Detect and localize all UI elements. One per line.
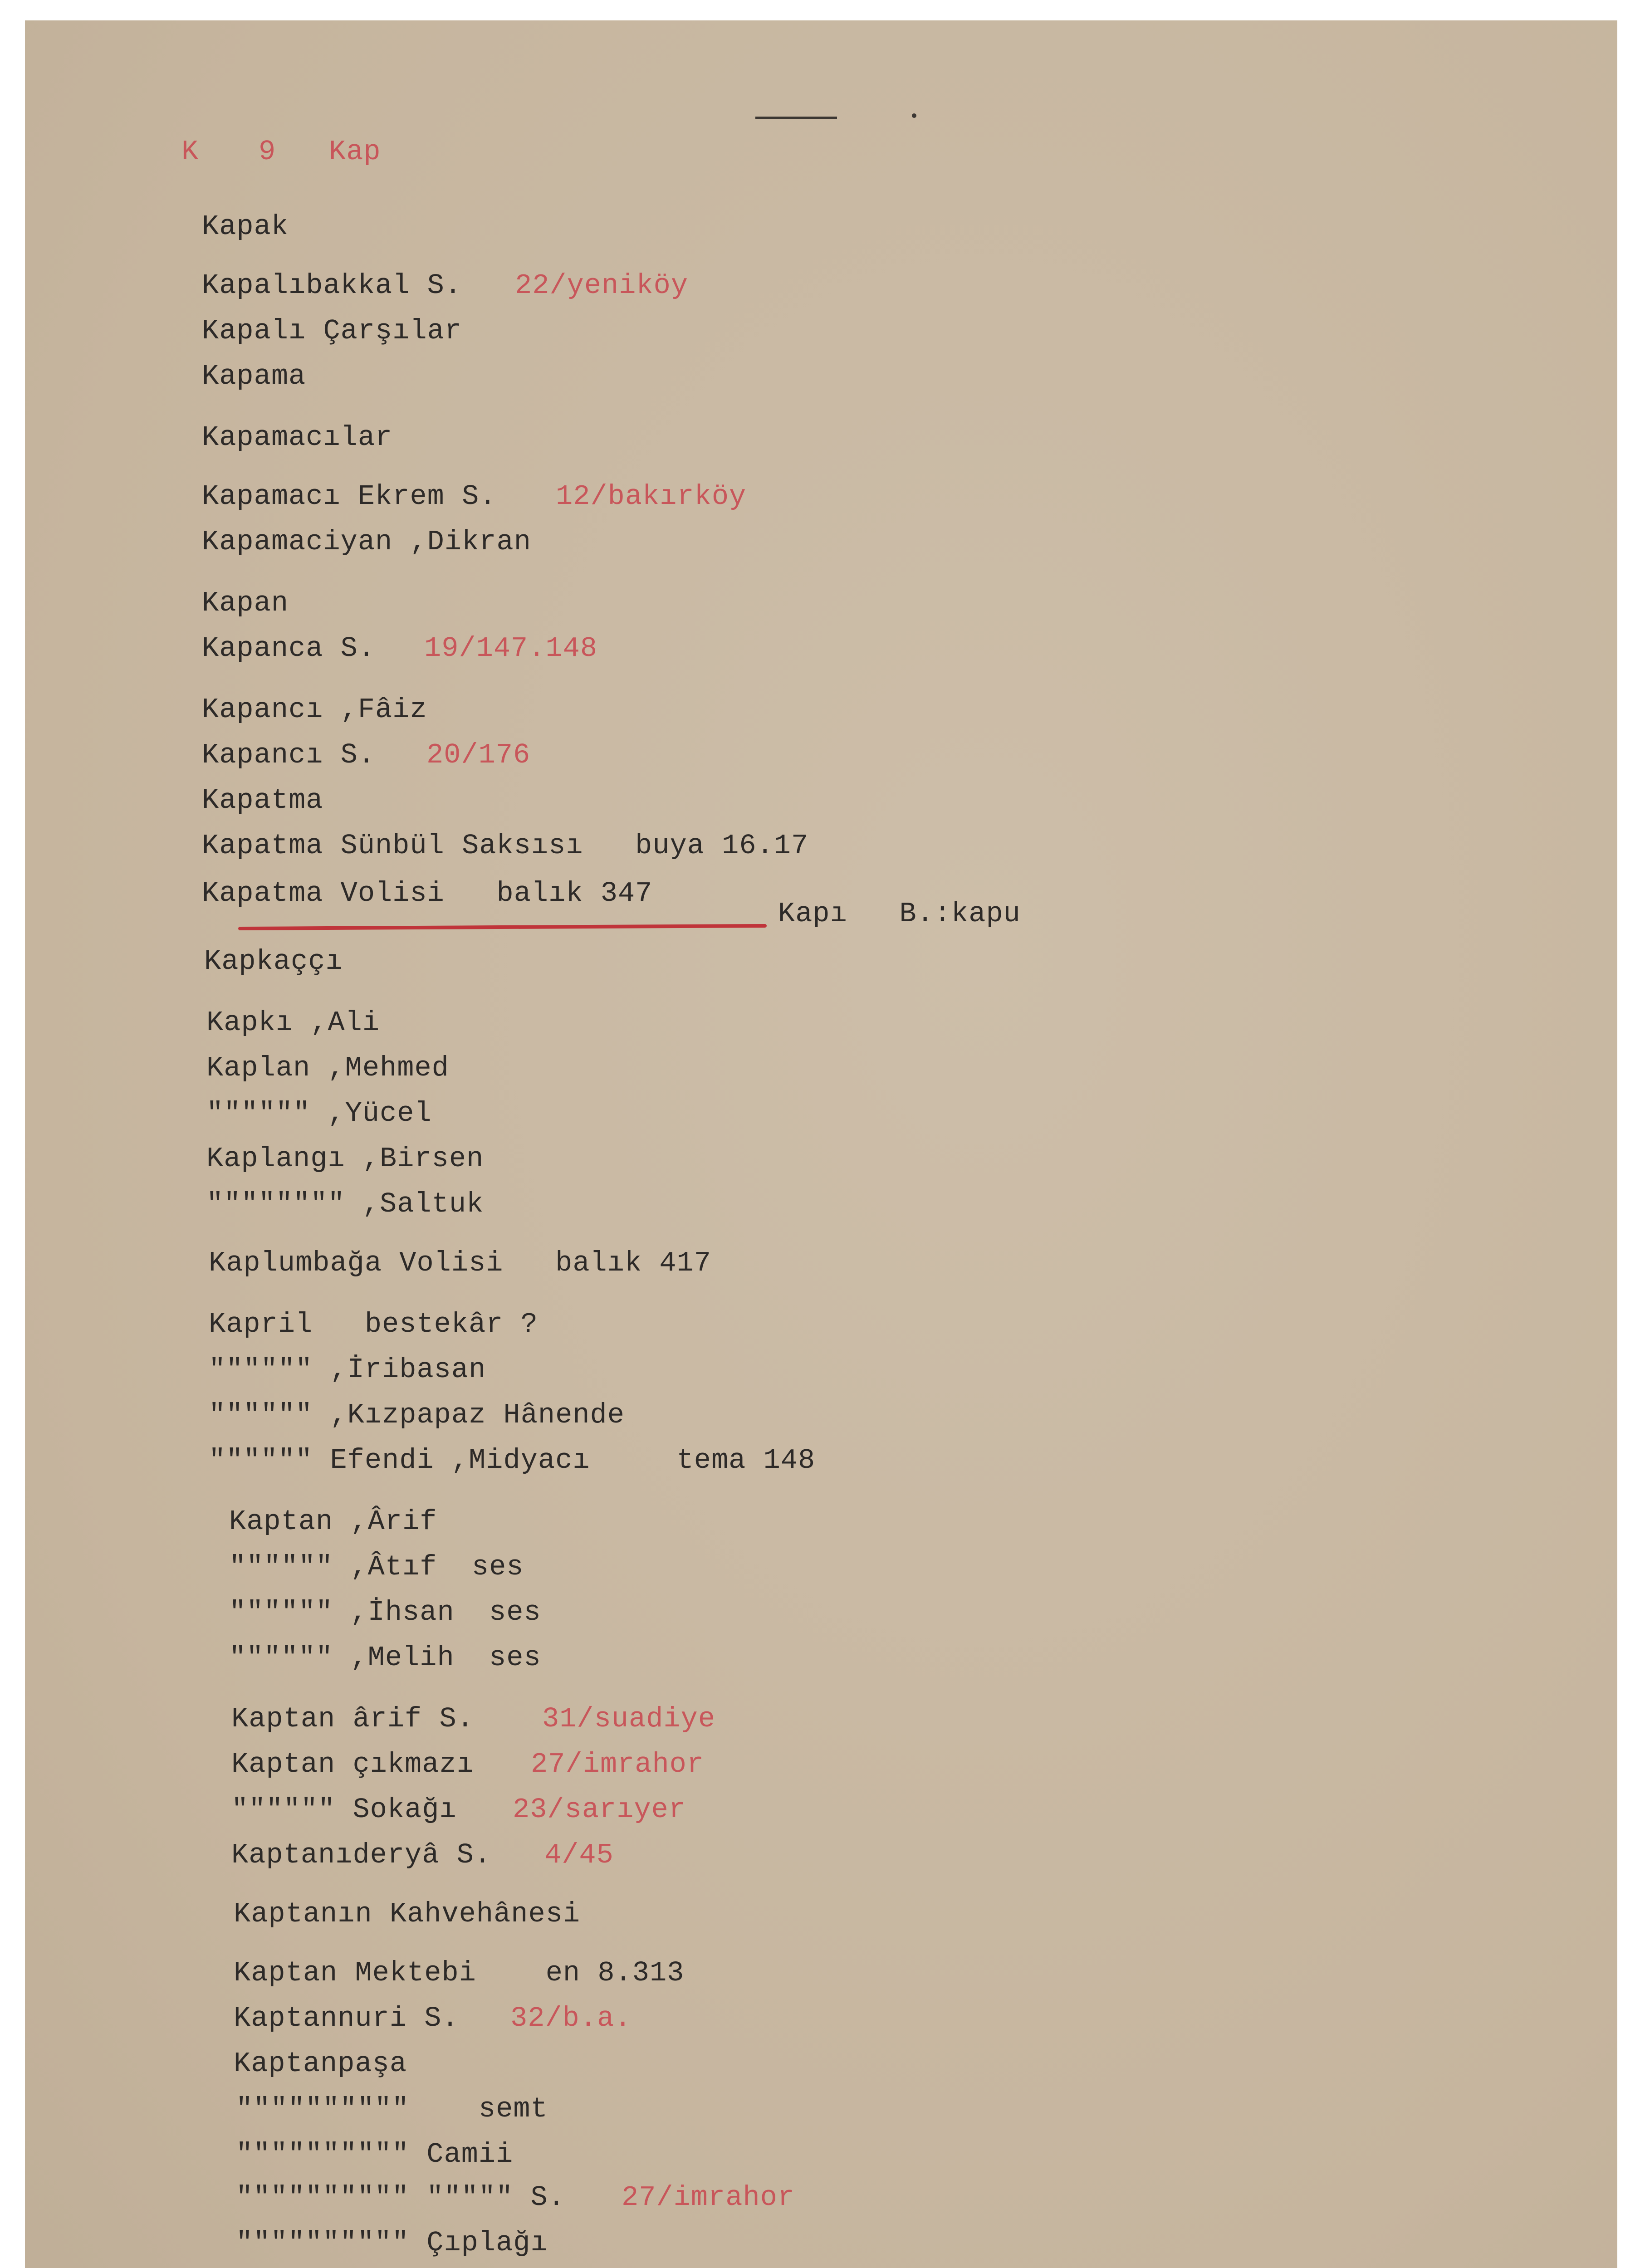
entry-ref: 23/sarıyer: [513, 1794, 686, 1826]
entry: Kapama: [202, 360, 306, 392]
entry: """""" ,Melih ses: [229, 1642, 541, 1674]
entry: Kaptan ârif S.: [231, 1703, 474, 1735]
entry: Kapak: [202, 210, 289, 243]
entry: """""" Efendi ,Midyacı tema 148: [209, 1444, 816, 1476]
entry: Kapamacılar: [202, 421, 393, 454]
entry: Kapalıbakkal S.: [202, 269, 462, 302]
entry: """""""" ,Saltuk: [206, 1188, 484, 1220]
entry: Kapan: [202, 587, 289, 619]
entry: Kaptan ,Ârif: [229, 1505, 437, 1538]
entry: Kaplangı ,Birsen: [206, 1143, 484, 1175]
top-dot-mark: [912, 113, 916, 118]
entry-ref: 20/176: [426, 739, 531, 771]
entry: """""" ,Âtıf ses: [229, 1551, 524, 1583]
entry: Kapatma: [202, 784, 323, 816]
entry-ref: 27/imrahor: [622, 2181, 795, 2214]
entry: Kapatma Volisi balık 347: [202, 877, 653, 909]
index-card: [25, 20, 1617, 2268]
entry: Kapril bestekâr ?: [209, 1308, 538, 1340]
entry: """""""""" semt: [236, 2093, 548, 2125]
entry: Kapancı S.: [202, 739, 376, 771]
entry: Kapamaciyan ,Dikran: [202, 526, 531, 558]
entry: Kaptanıderyâ S.: [231, 1839, 492, 1871]
entry: Kaptanın Kahvehânesi: [234, 1898, 581, 1930]
entry: """""""""" Çıplağı: [236, 2227, 548, 2259]
entry-ref: 31/suadiye: [542, 1703, 716, 1735]
entry: """""" ,İribasan: [209, 1354, 486, 1386]
entry-ref: 4/45: [544, 1839, 614, 1871]
entry: Kapı B.:kapu: [778, 898, 1021, 930]
entry: Kaptannuri S.: [234, 2002, 459, 2034]
entry: Kaplumbağa Volisi balık 417: [209, 1247, 711, 1279]
entry: """""" ,Yücel: [206, 1097, 432, 1129]
entry: Kaptan Mektebi en 8.313: [234, 1957, 685, 1989]
entry: Kapatma Sünbül Saksısı buya 16.17: [202, 830, 809, 862]
entry-ref: 19/147.148: [424, 632, 598, 665]
entry: Kaptan çıkmazı: [231, 1748, 474, 1780]
entry: """""" ,Kızpapaz Hânende: [209, 1399, 625, 1431]
entry: """""" ,İhsan ses: [229, 1596, 541, 1628]
top-dash-mark: [755, 117, 837, 119]
entry: Kaptanpaşa: [234, 2048, 407, 2080]
entry: Kaplan ,Mehmed: [206, 1052, 449, 1084]
entry: Kapamacı Ekrem S.: [202, 480, 497, 513]
entry: Kapanca S.: [202, 632, 376, 665]
entry: Kapkaççı: [204, 945, 343, 978]
entry-ref: 12/bakırköy: [556, 480, 747, 513]
entry: """""""""" Camii: [236, 2138, 514, 2170]
entry: """""" Sokağı: [231, 1794, 457, 1826]
header-letter: K: [181, 136, 199, 168]
entry-ref: 22/yeniköy: [515, 269, 689, 302]
entry-ref: 27/imrahor: [531, 1748, 705, 1780]
red-underline: [238, 924, 767, 930]
header-range: Kap: [329, 136, 381, 168]
entry-ref: 32/b.a.: [510, 2002, 632, 2034]
entry: Kapancı ,Fâiz: [202, 694, 427, 726]
entry: Kapalı Çarşılar: [202, 315, 462, 347]
header-number: 9: [259, 136, 276, 168]
entry: Kapkı ,Ali: [206, 1007, 380, 1039]
entry: """""""""" """"" S.: [236, 2181, 565, 2214]
